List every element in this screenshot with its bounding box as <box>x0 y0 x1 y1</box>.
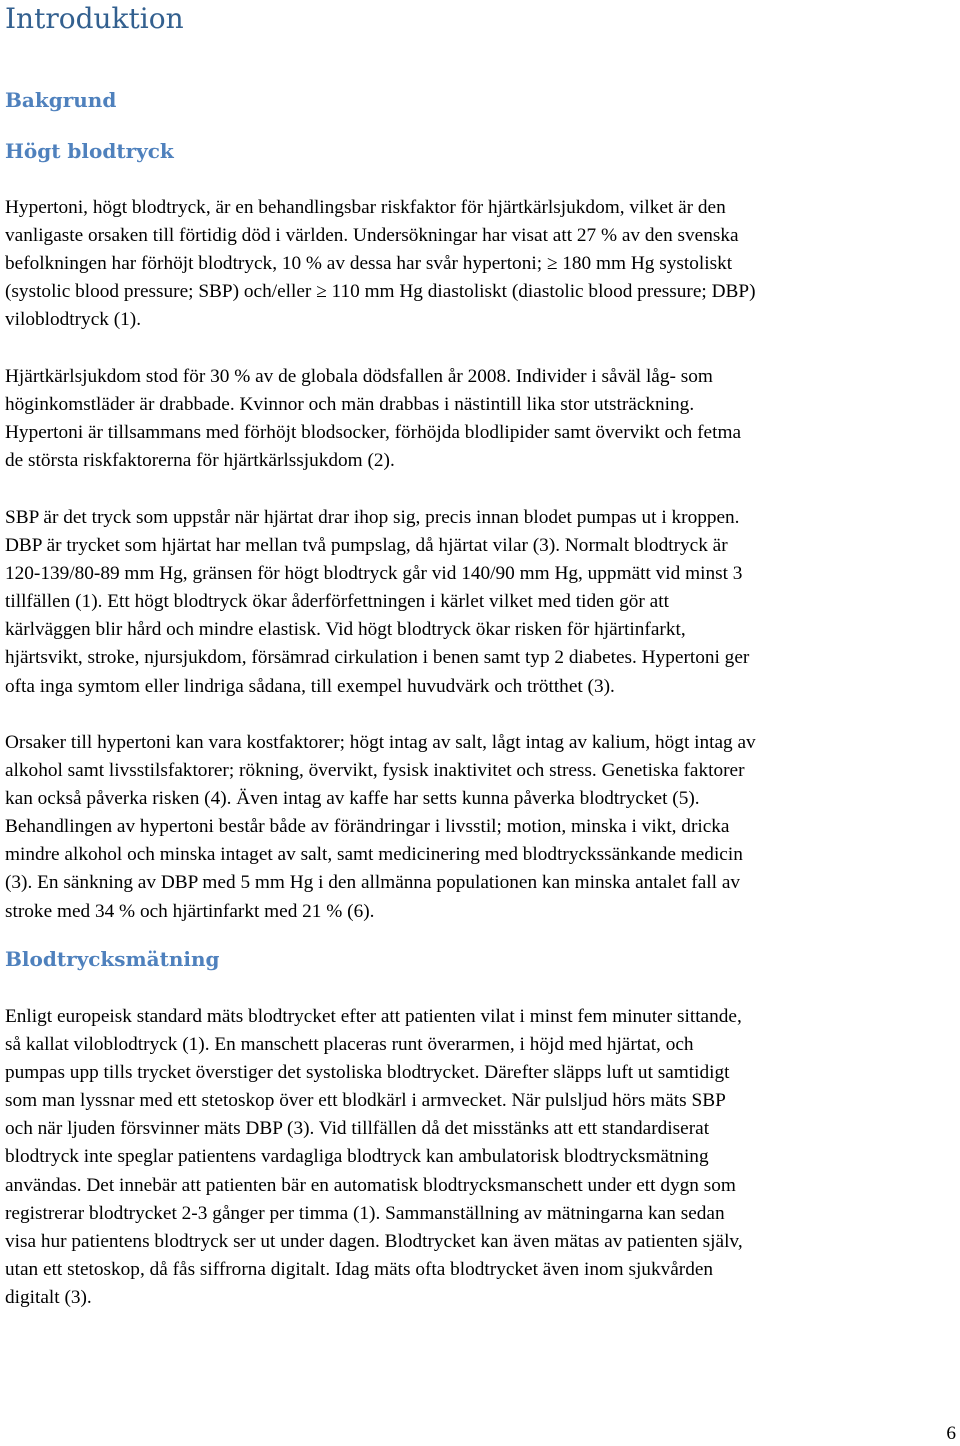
text-line: visa hur patientens blodtryck ser ut under dagen. Blodtrycket kan även mätas av patienten själv, <box>5 1230 743 1252</box>
paragraph-1 <box>5 194 957 334</box>
paragraph-2 <box>5 363 957 475</box>
text-line: digitalt (3). <box>5 1286 92 1308</box>
text-line: stroke med 34 % och hjärtinfarkt med 21 % (6). <box>5 900 375 922</box>
text-line: och när ljuden försvinner mäts DBP (3). Vid tillfällen då det misstänks att ett standardiserat <box>5 1118 710 1140</box>
text-line: blodtryck inte speglar patientens vardagliga blodtryck kan ambulatorisk blodtrycksmätning <box>5 1146 709 1168</box>
text-line: alkohol samt livsstilsfaktorer; rökning, övervikt, fysisk inaktivitet och stress. Genetiska faktorer <box>5 760 745 782</box>
text-line: SBP är det tryck som uppstår när hjärtat drar ihop sig, precis innan blodet pumpas ut i kroppen. <box>5 507 740 528</box>
text-line: Orsaker till hypertoni kan vara kostfaktorer; högt intag av salt, lågt intag av kalium, högt intag av <box>5 732 756 753</box>
text-line: 120-139/80-89 mm Hg, gränsen för högt blodtryck går vid 140/90 mm Hg, uppmätt vid minst 3 <box>5 563 743 585</box>
text-line: höginkomstläder är drabbade. Kvinnor och män drabbas i nästintill lika stor utsträckning. <box>5 394 695 416</box>
text-line: pumpas upp tills trycket överstiger det systoliska blodtrycket. Därefter släpps luft ut samtidigt <box>5 1062 730 1084</box>
text-line: kan också påverka risken (4). Även intag av kaffe har setts kunna påverka blodtrycket (5). <box>5 788 700 810</box>
text-line: registrerar blodtrycket 2-3 gånger per timma (1). Sammanställning av mätningarna kan sedan <box>5 1202 725 1224</box>
text-line: (systolic blood pressure; SBP) och/eller ≥ 110 mm Hg diastoliskt (diastolic blood pressure; DBP) <box>5 281 756 303</box>
paragraph-5 <box>5 1003 957 1312</box>
text-line: som man lyssnar med ett stetoskop över ett blodkärl i armvecket. När pulsljud hörs mäts SBP <box>5 1090 726 1112</box>
text-line: viloblodtryck (1). <box>5 309 142 331</box>
page-title: Introduktion <box>5 2 184 35</box>
text-line: utan ett stetoskop, då fås siffrorna digitalt. Idag mäts ofta blodtrycket även inom sjukvården <box>5 1258 714 1280</box>
text-line: mindre alkohol och minska intaget av salt, samt medicinering med blodtryckssänkande medicin <box>5 844 743 866</box>
text-line: vanligaste orsaken till förtidig död i världen. Undersökningar har visat att 27 % av den svenska <box>5 225 739 247</box>
text-line: befolkningen har förhöjt blodtryck, 10 % av dessa har svår hypertoni; ≥ 180 mm Hg systoliskt <box>5 253 733 275</box>
text-line: Hjärtkärlsjukdom stod för 30 % av de globala dödsfallen år 2008. Individer i såväl låg- som <box>5 366 713 387</box>
heading-blodtrycksmatning: Blodtrycksmätning <box>5 947 220 971</box>
paragraph-4 <box>5 729 957 926</box>
text-line: ofta inga symtom eller lindriga sådana, till exempel huvudvärk och trötthet (3). <box>5 675 615 697</box>
text-line: DBP är trycket som hjärtat har mellan två pumpslag, då hjärtat vilar (3). Normalt blodtryck är <box>5 535 728 557</box>
page-number: 6 <box>946 1423 956 1444</box>
text-line: så kallat viloblodtryck (1). En manschett placeras runt överarmen, i höjd med hjärtat, och <box>5 1034 694 1056</box>
text-line: de största riskfaktorerna för hjärtkärlssjukdom (2). <box>5 450 395 472</box>
text-line: användas. Det innebär att patienten bär en automatisk blodtrycksmanschett under ett dygn som <box>5 1174 736 1196</box>
text-line: (3). En sänkning av DBP med 5 mm Hg i den allmänna populationen kan minska antalet fall av <box>5 872 741 894</box>
text-line: Hypertoni är tillsammans med förhöjt blodsocker, förhöjda blodlipider samt övervikt och fetma <box>5 422 742 444</box>
text-line: Hypertoni, högt blodtryck, är en behandlingsbar riskfaktor för hjärtkärlsjukdom, vilket är den <box>5 197 726 218</box>
text-line: kärlväggen blir hård och mindre elastisk. Vid högt blodtryck ökar risken för hjärtinfarkt, <box>5 619 686 641</box>
text-line: Enligt europeisk standard mäts blodtrycket efter att patienten vilat i minst fem minuter sittande, <box>5 1006 742 1027</box>
heading-bakgrund: Bakgrund <box>5 88 117 112</box>
text-line: hjärtsvikt, stroke, njursjukdom, försämrad cirkulation i benen samt typ 2 diabetes. Hypertoni ger <box>5 647 750 669</box>
text-line: Behandlingen av hypertoni består både av förändringar i livsstil; motion, minska i vikt, dricka <box>5 816 730 838</box>
heading-hogt-blodtryck: Högt blodtryck <box>5 139 174 163</box>
text-line: tillfällen (1). Ett högt blodtryck ökar åderförfettningen i kärlet vilket med tiden gör att <box>5 591 669 613</box>
paragraph-3 <box>5 504 957 701</box>
